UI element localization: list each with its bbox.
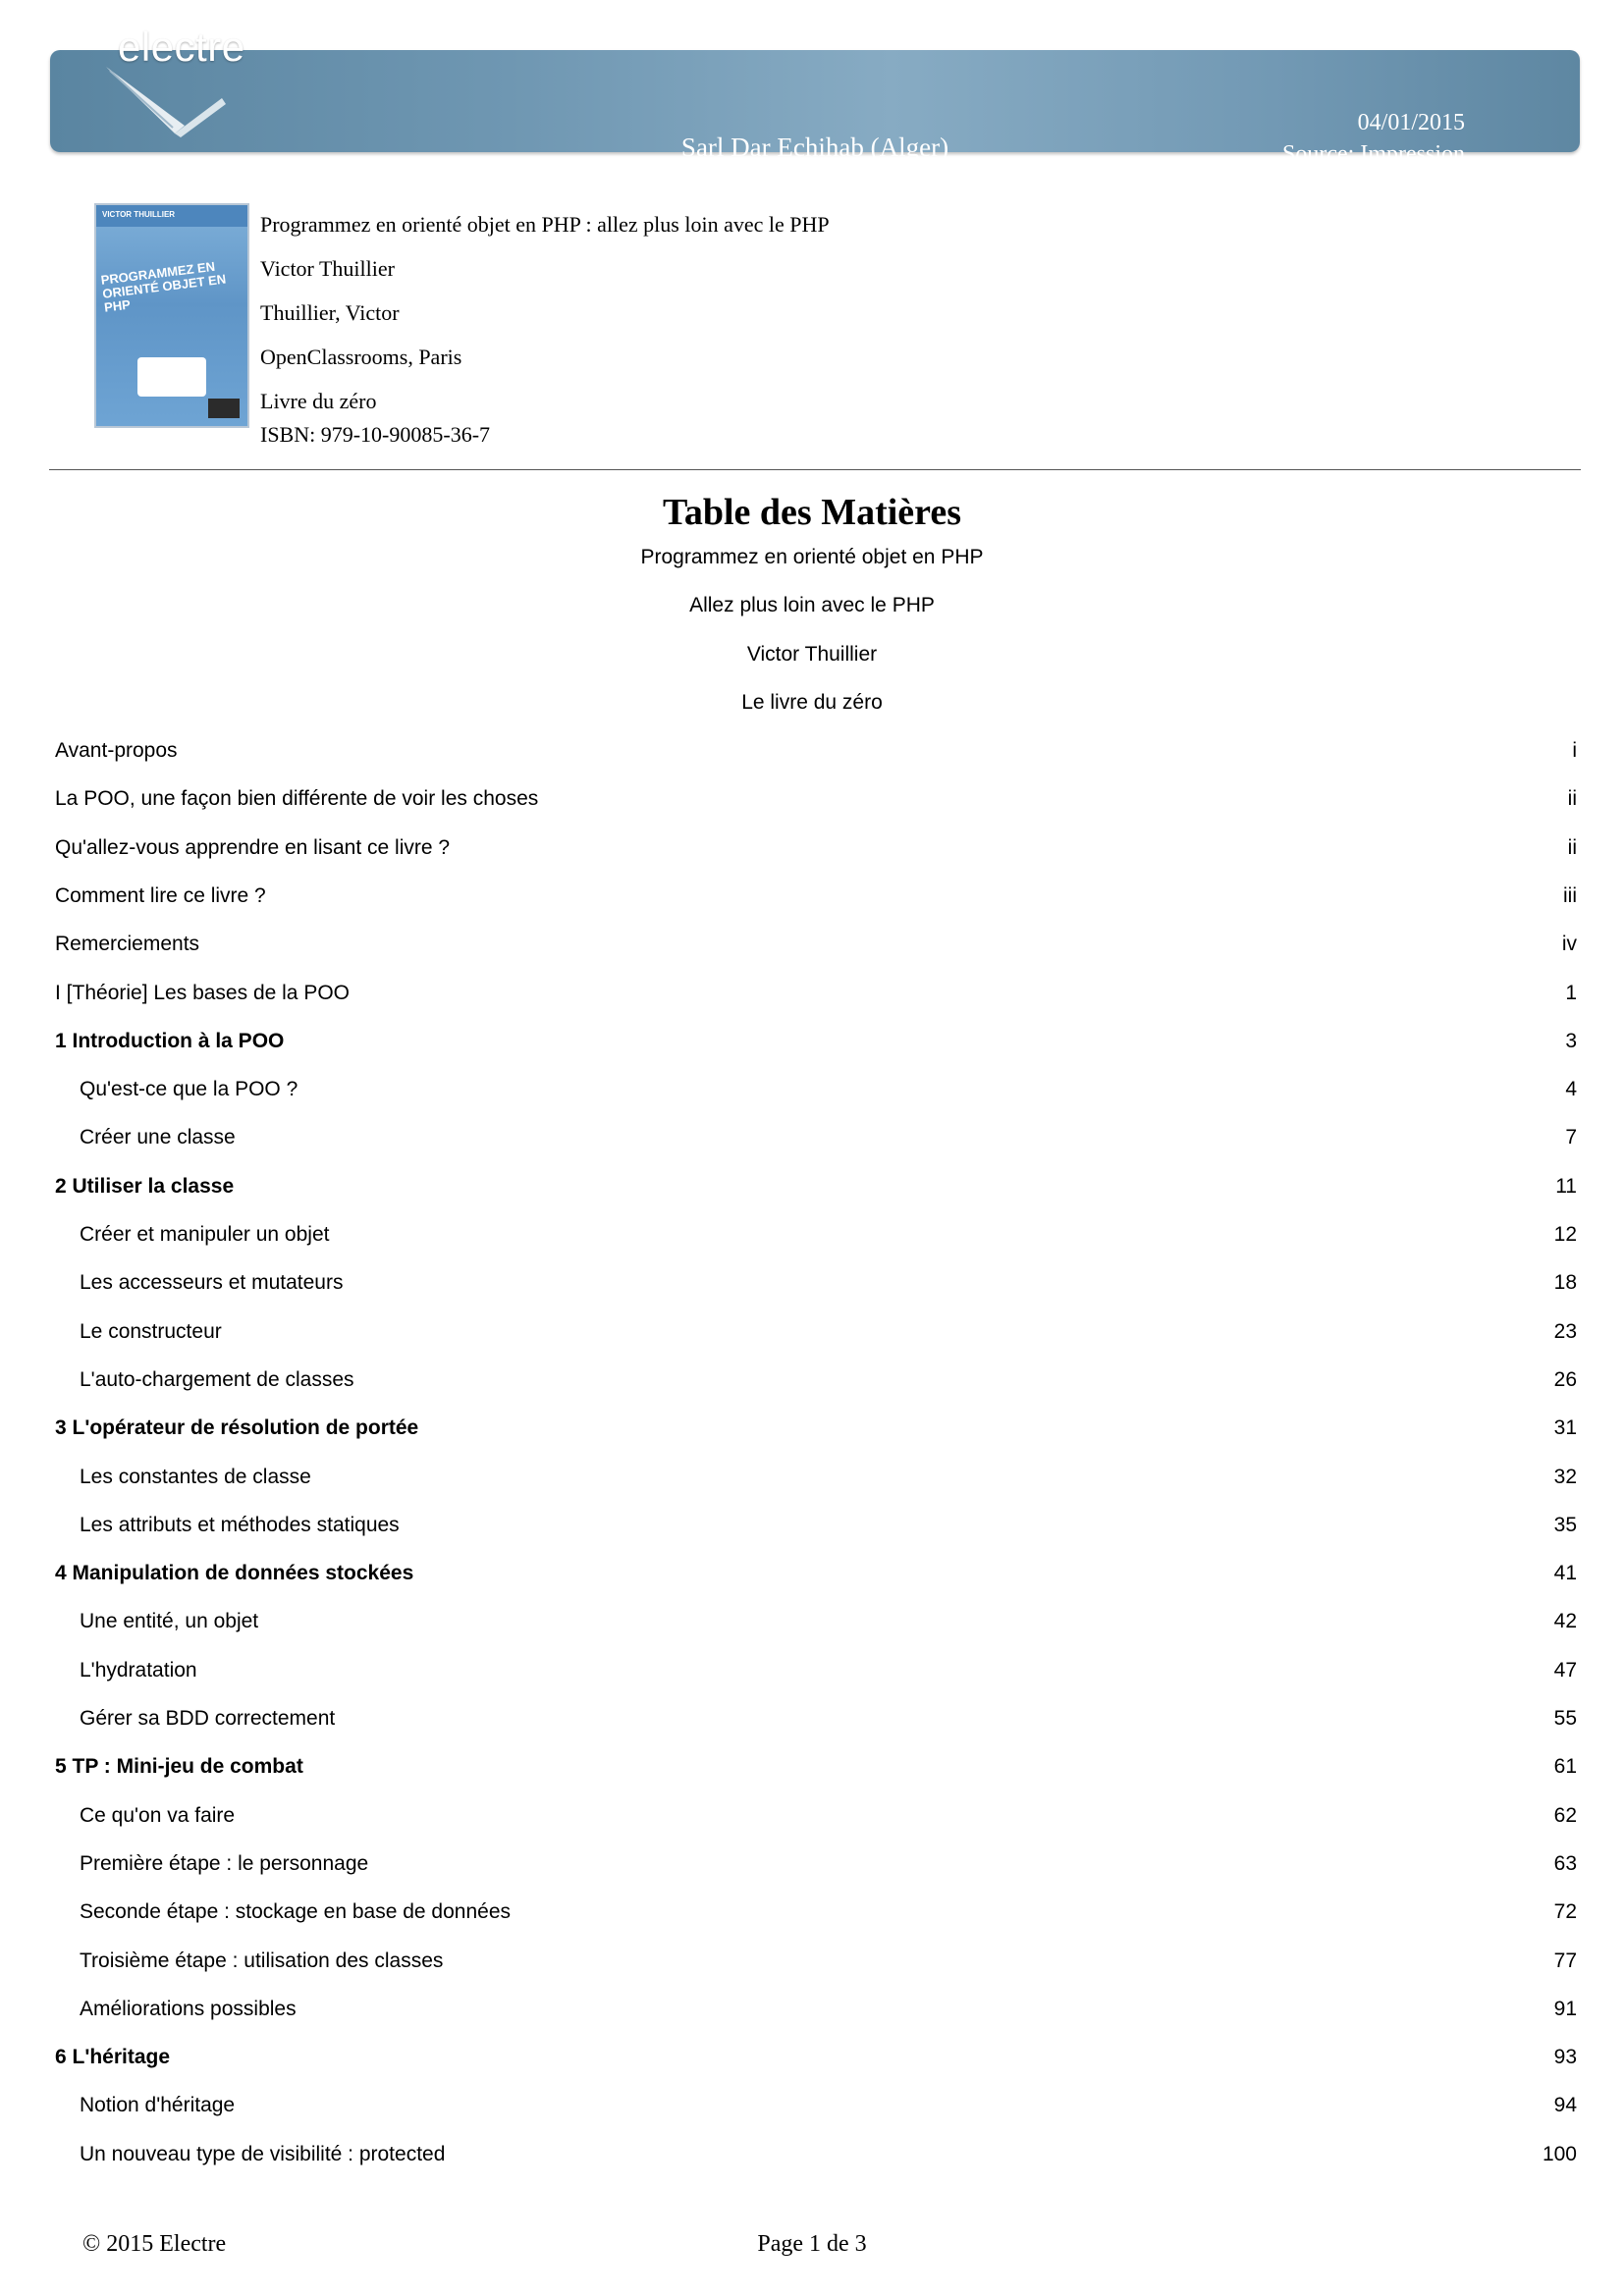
toc-entry [55, 1030, 1577, 1059]
toc-entry-page: i [1572, 739, 1577, 762]
toc-subtitle-subtitle: Allez plus loin avec le PHP [689, 594, 935, 616]
toc-entry [55, 1900, 1577, 1930]
toc-entry-label: 6 L'héritage [55, 2046, 171, 2068]
toc-entry-page: 11 [1555, 1175, 1577, 1198]
toc-entry-label: Seconde étape : stockage en base de données [80, 1900, 512, 1923]
toc-entry-label: Notion d'héritage [80, 2094, 236, 2116]
toc-entry-page: 61 [1553, 1755, 1577, 1778]
toc-subtitle-title: Programmez en orienté objet en PHP [640, 546, 984, 568]
toc-entry-label: 5 TP : Mini-jeu de combat [55, 1755, 303, 1778]
toc-entry [55, 1852, 1577, 1882]
cover-badge [137, 357, 206, 397]
toc-entry-label: Les constantes de classe [80, 1466, 311, 1488]
book-title: Programmez en orienté objet en PHP : allez plus loin avec le PHP [260, 212, 830, 237]
toc-entry-label: Le constructeur [80, 1320, 222, 1343]
book-publisher: OpenClassrooms, Paris [260, 345, 462, 369]
toc-entry-label: Première étape : le personnage [80, 1852, 369, 1875]
toc-entry-page: 35 [1553, 1514, 1577, 1536]
toc-entry-label: Créer une classe [80, 1126, 236, 1148]
toc-entry-page: 26 [1553, 1368, 1577, 1391]
toc-entry-page: 7 [1565, 1126, 1577, 1148]
toc-entry [55, 1514, 1577, 1543]
toc-entry-page: 18 [1553, 1271, 1577, 1294]
toc-entry-label: Comment lire ce livre ? [55, 884, 266, 907]
toc-entry-label: La POO, une façon bien différente de voir les choses [55, 787, 539, 810]
toc-entry-label: Un nouveau type de visibilité : protected [80, 2143, 446, 2165]
toc-entry-page: 41 [1553, 1562, 1577, 1584]
toc-entry [55, 1368, 1577, 1398]
toc-entry-page: iii [1563, 884, 1577, 907]
toc-entry [55, 2094, 1577, 2123]
book-isbn: ISBN: 979-10-90085-36-7 [260, 422, 491, 447]
book-author: Victor Thuillier [260, 256, 395, 281]
toc-entry-label: Qu'allez-vous apprendre en lisant ce livre ? [55, 836, 451, 859]
toc-entry-label: I [Théorie] Les bases de la POO [55, 982, 350, 1004]
toc-entry [55, 1949, 1577, 1979]
toc-entry [55, 1659, 1577, 1688]
toc-entry [55, 1562, 1577, 1591]
cover-publisher-logo [208, 399, 240, 418]
toc-entry [55, 2143, 1577, 2172]
book-author-inverted: Thuillier, Victor [260, 300, 400, 325]
cover-author: VICTOR THUILLIER [102, 210, 176, 219]
toc-entry [55, 1271, 1577, 1301]
toc-entry [55, 1998, 1577, 2027]
toc-entry-page: 1 [1565, 982, 1577, 1004]
toc-entry-page: 91 [1553, 1998, 1577, 2020]
book-cover [94, 203, 249, 428]
toc-entry-page: 3 [1565, 1030, 1577, 1052]
footer-copyright: © 2015 Electre [82, 2231, 227, 2257]
toc-entry [55, 836, 1577, 866]
toc-entry [55, 1610, 1577, 1639]
toc-heading: Table des Matières [663, 492, 961, 533]
cover-title: PROGRAMMEZ EN ORIENTÉ OBJET EN PHP [99, 258, 227, 315]
header-banner [50, 50, 1580, 167]
toc-entry-label: Les attributs et méthodes statiques [80, 1514, 400, 1536]
logo-text: electre [118, 24, 245, 70]
toc-entry [55, 2046, 1577, 2075]
toc-entry-page: 32 [1553, 1466, 1577, 1488]
toc-entry [55, 1078, 1577, 1107]
toc-entry-label: Remerciements [55, 933, 200, 955]
print-date: 04/01/2015 [1357, 110, 1465, 135]
toc-entry-page: 42 [1553, 1610, 1577, 1632]
toc-entry-page: 100 [1542, 2143, 1577, 2165]
toc-entry [55, 933, 1577, 962]
toc-entry [55, 1804, 1577, 1834]
toc-entry-label: 1 Introduction à la POO [55, 1030, 285, 1052]
toc-entry-label: Créer et manipuler un objet [80, 1223, 330, 1246]
toc-entry-label: L'hydratation [80, 1659, 197, 1682]
toc-entry [55, 1175, 1577, 1204]
toc-entry-label: Gérer sa BDD correctement [80, 1707, 336, 1730]
toc-entry-label: 2 Utiliser la classe [55, 1175, 235, 1198]
toc-entry-page: 72 [1553, 1900, 1577, 1923]
toc-entry [55, 1223, 1577, 1253]
toc-entry-label: Une entité, un objet [80, 1610, 259, 1632]
toc-entry-page: ii [1567, 787, 1577, 810]
toc-entry-page: 62 [1553, 1804, 1577, 1827]
toc-entry-page: 94 [1553, 2094, 1577, 2116]
section-divider [49, 469, 1581, 470]
source-label: Source: Impression [1282, 141, 1465, 167]
toc-subtitle-author: Victor Thuillier [746, 643, 878, 666]
toc-entry-page: 55 [1553, 1707, 1577, 1730]
toc-entry [55, 1126, 1577, 1155]
toc-entry-page: 63 [1553, 1852, 1577, 1875]
toc-entry-label: 4 Manipulation de données stockées [55, 1562, 414, 1584]
toc-entry [55, 1707, 1577, 1736]
toc-entry-label: Les accesseurs et mutateurs [80, 1271, 344, 1294]
toc-entry [55, 1416, 1577, 1446]
toc-entry [55, 1755, 1577, 1785]
toc-entry-label: Ce qu'on va faire [80, 1804, 236, 1827]
toc-entry-label: Avant-propos [55, 739, 178, 762]
toc-entry-page: iv [1561, 933, 1577, 955]
toc-entry-page: 23 [1553, 1320, 1577, 1343]
electre-logo [49, 12, 245, 149]
toc-entry-label: Qu'est-ce que la POO ? [80, 1078, 298, 1100]
toc-entry [55, 1466, 1577, 1495]
toc-entry-page: 47 [1553, 1659, 1577, 1682]
toc-entry [55, 787, 1577, 817]
book-series: Livre du zéro [260, 389, 377, 413]
organization-name: Sarl Dar Echihab (Alger) [680, 133, 949, 162]
toc-entry [55, 1320, 1577, 1350]
toc-entry [55, 982, 1577, 1011]
footer-page-number: Page 1 de 3 [757, 2231, 867, 2257]
toc-entry [55, 884, 1577, 914]
toc-entry-page: ii [1567, 836, 1577, 859]
toc-entry-label: L'auto-chargement de classes [80, 1368, 354, 1391]
header-meta [1282, 107, 1465, 170]
toc-subtitle-series: Le livre du zéro [741, 691, 883, 714]
toc-entry-page: 4 [1565, 1078, 1577, 1100]
toc-entry-page: 77 [1553, 1949, 1577, 1972]
toc-entry-page: 12 [1553, 1223, 1577, 1246]
toc-entry-label: Améliorations possibles [80, 1998, 297, 2020]
toc-entry-label: 3 L'opérateur de résolution de portée [55, 1416, 419, 1439]
toc-entry [55, 739, 1577, 769]
toc-entry-label: Troisième étape : utilisation des classes [80, 1949, 444, 1972]
toc-entry-page: 93 [1553, 2046, 1577, 2068]
toc-entry-page: 31 [1553, 1416, 1577, 1439]
